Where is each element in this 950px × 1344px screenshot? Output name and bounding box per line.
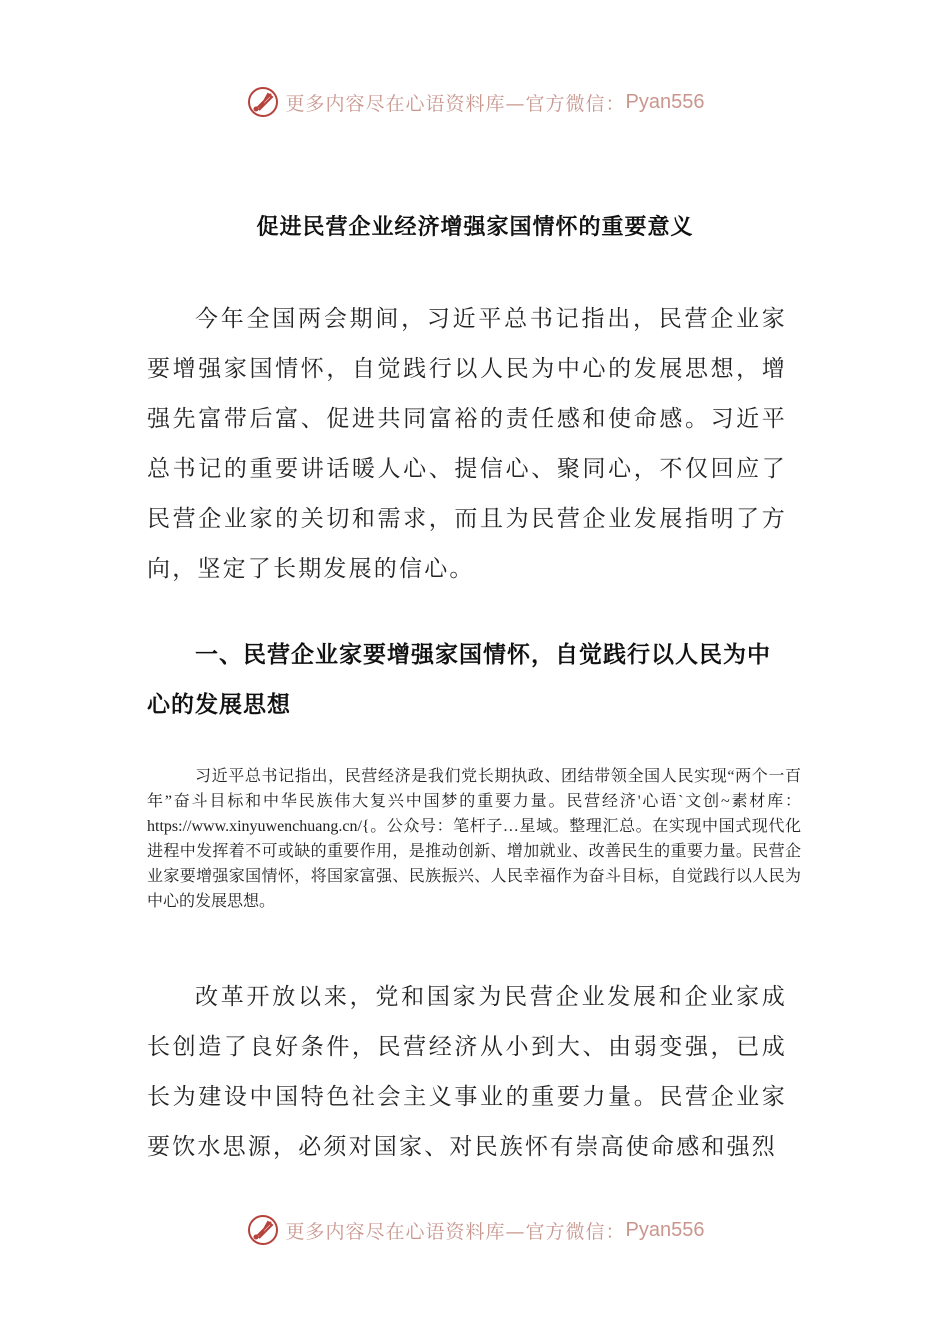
quill-logo-icon (246, 1213, 280, 1247)
watermark-header (0, 82, 950, 122)
quill-logo-icon (246, 85, 280, 119)
watermark-text: 更多内容尽在心语资料库—官方微信： (285, 92, 626, 115)
document-title: 促进民营企业经济增强家国情怀的重要意义 (256, 215, 694, 240)
paragraph-small: 习近平总书记指出，民营经济是我们党长期执政、团结带领全国人民实现“两个一百年”奋斗目标和中华民族伟大复兴中国梦的重要力量。民营经济'心语`文创~素材库：https://www.xinyuwenchuang.cn/{。公众号：笔杆子…星域。整理汇总。在实现中国式现代化进程中发挥着不可或缺的重要作用，是推动创新、增加就业、改善民生的重要力量。民营企业家要增强家国情怀，将国家富强、民族振兴、人民幸福作为奋斗目标，自觉践行以人民为中心的发展思想。 (147, 768, 801, 910)
paragraph-reform: 改革开放以来，党和国家为民营企业发展和企业家成长创造了良好条件，民营经济从小到大、由弱变强，已成长为建设中国特色社会主义事业的重要力量。民营企业家要饮水思源，必须对国家、对民族怀有崇高使命感和强烈 (147, 984, 787, 1160)
watermark-text: 更多内容尽在心语资料库—官方微信： (285, 1220, 626, 1243)
paragraph-intro: 今年全国两会期间，习近平总书记指出，民营企业家要增强家国情怀，自觉践行以人民为中心的发展思想，增强先富带后富、促进共同富裕的责任感和使命感。习近平总书记的重要讲话暖人心、提信心、聚同心，不仅回应了民营企业家的关切和需求，而且为民营企业发展指明了方向，坚定了长期发展的信心。 (147, 306, 787, 582)
section-heading-1: 一、民营企业家要增强家国情怀，自觉践行以人民为中心的发展思想 (147, 642, 771, 718)
watermark-footer (0, 1210, 950, 1250)
watermark-wechat-id: Pyan556 (625, 90, 705, 113)
watermark-wechat-id: Pyan556 (625, 1218, 705, 1241)
